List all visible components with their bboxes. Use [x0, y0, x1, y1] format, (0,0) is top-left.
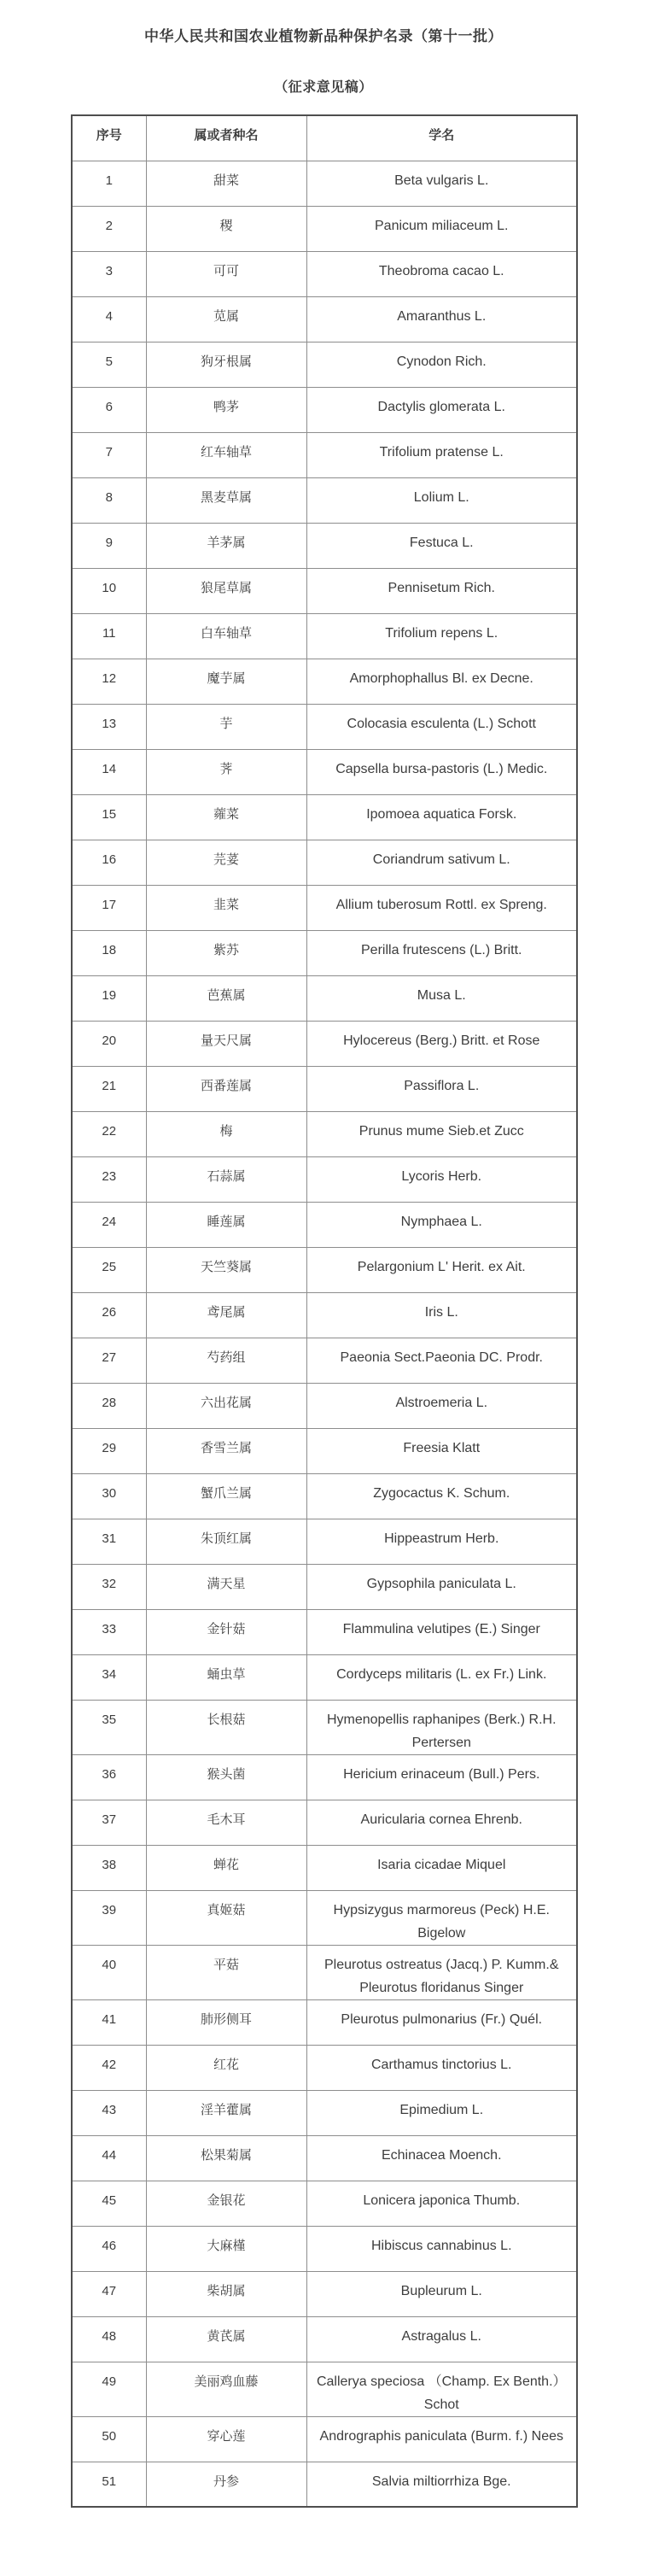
row-number: 37 [72, 1800, 146, 1845]
row-chinese-name: 可可 [146, 251, 306, 296]
row-number: 7 [72, 432, 146, 477]
row-chinese-name: 天竺葵属 [146, 1247, 306, 1292]
table-row [72, 704, 577, 749]
species-table [71, 114, 578, 2508]
row-chinese-name: 松果菊属 [146, 2135, 306, 2181]
table-row [72, 613, 577, 659]
row-number: 41 [72, 1999, 146, 2045]
row-chinese-name: 香雪兰属 [146, 1428, 306, 1473]
row-chinese-name: 梅 [146, 1111, 306, 1156]
row-scientific-name: Allium tuberosum Rottl. ex Spreng. [306, 885, 577, 930]
row-scientific-name: Beta vulgaris L. [306, 161, 577, 206]
row-chinese-name: 柴胡属 [146, 2271, 306, 2316]
row-number: 33 [72, 1609, 146, 1654]
row-chinese-name: 芋 [146, 704, 306, 749]
row-chinese-name: 朱顶红属 [146, 1519, 306, 1564]
table-row [72, 251, 577, 296]
row-number: 11 [72, 613, 146, 659]
row-scientific-name: Hypsizygus marmoreus (Peck) H.E. Bigelow [306, 1890, 577, 1945]
row-chinese-name: 猴头菌 [146, 1754, 306, 1800]
row-number: 43 [72, 2090, 146, 2135]
row-number: 50 [72, 2416, 146, 2462]
row-number: 19 [72, 975, 146, 1021]
row-chinese-name: 荠 [146, 749, 306, 794]
table-row [72, 975, 577, 1021]
row-scientific-name: Pelargonium L' Herit. ex Ait. [306, 1247, 577, 1292]
table-row [72, 1999, 577, 2045]
row-chinese-name: 芭蕉属 [146, 975, 306, 1021]
row-chinese-name: 丹参 [146, 2462, 306, 2507]
row-chinese-name: 肺形侧耳 [146, 1999, 306, 2045]
document-subtitle: （征求意见稿） [274, 80, 373, 95]
table-row [72, 161, 577, 206]
row-number: 26 [72, 1292, 146, 1338]
row-chinese-name: 芫荽 [146, 840, 306, 885]
row-chinese-name: 苋属 [146, 296, 306, 342]
row-number: 13 [72, 704, 146, 749]
row-scientific-name: Carthamus tinctorius L. [306, 2045, 577, 2090]
row-number: 29 [72, 1428, 146, 1473]
row-chinese-name: 美丽鸡血藤 [146, 2362, 306, 2416]
row-number: 49 [72, 2362, 146, 2416]
row-chinese-name: 蕹菜 [146, 794, 306, 840]
row-chinese-name: 鸭茅 [146, 387, 306, 432]
table-row [72, 1428, 577, 1473]
row-chinese-name: 金针菇 [146, 1609, 306, 1654]
row-number: 27 [72, 1338, 146, 1383]
row-chinese-name: 黄芪属 [146, 2316, 306, 2362]
row-number: 28 [72, 1383, 146, 1428]
row-number: 36 [72, 1754, 146, 1800]
row-chinese-name: 稷 [146, 206, 306, 251]
table-row [72, 1066, 577, 1111]
table-row [72, 206, 577, 251]
row-chinese-name: 真姬菇 [146, 1890, 306, 1945]
row-scientific-name: Echinacea Moench. [306, 2135, 577, 2181]
row-number: 35 [72, 1700, 146, 1754]
row-chinese-name: 蟹爪兰属 [146, 1473, 306, 1519]
row-scientific-name: Pleurotus ostreatus (Jacq.) P. Kumm.& Pleurotus floridanus Singer [306, 1945, 577, 1999]
row-number: 31 [72, 1519, 146, 1564]
row-scientific-name: Iris L. [306, 1292, 577, 1338]
row-scientific-name: Gypsophila paniculata L. [306, 1564, 577, 1609]
row-scientific-name: Amorphophallus Bl. ex Decne. [306, 659, 577, 704]
row-scientific-name: Freesia Klatt [306, 1428, 577, 1473]
row-scientific-name: Callerya speciosa （Champ. Ex Benth.）Schot [306, 2362, 577, 2416]
row-number: 8 [72, 477, 146, 523]
row-scientific-name: Salvia miltiorrhiza Bge. [306, 2462, 577, 2507]
row-scientific-name: Hibiscus cannabinus L. [306, 2226, 577, 2271]
row-chinese-name: 石蒜属 [146, 1156, 306, 1202]
row-scientific-name: Alstroemeria L. [306, 1383, 577, 1428]
table-row [72, 296, 577, 342]
table-row [72, 1021, 577, 1066]
table-row [72, 1473, 577, 1519]
row-scientific-name: Lonicera japonica Thumb. [306, 2181, 577, 2226]
row-number: 24 [72, 1202, 146, 1247]
table-row [72, 1945, 577, 1999]
row-scientific-name: Colocasia esculenta (L.) Schott [306, 704, 577, 749]
table-row [72, 2316, 577, 2362]
row-scientific-name: Pennisetum Rich. [306, 568, 577, 613]
row-scientific-name: Auricularia cornea Ehrenb. [306, 1800, 577, 1845]
table-row [72, 2090, 577, 2135]
table-row [72, 342, 577, 387]
row-scientific-name: Prunus mume Sieb.et Zucc [306, 1111, 577, 1156]
row-number: 46 [72, 2226, 146, 2271]
table-body [72, 161, 577, 2507]
table-row [72, 794, 577, 840]
row-number: 23 [72, 1156, 146, 1202]
row-scientific-name: Cynodon Rich. [306, 342, 577, 387]
table-row [72, 1564, 577, 1609]
row-number: 9 [72, 523, 146, 568]
table-row [72, 1609, 577, 1654]
row-chinese-name: 韭菜 [146, 885, 306, 930]
row-scientific-name: Isaria cicadae Miquel [306, 1845, 577, 1890]
row-number: 51 [72, 2462, 146, 2507]
row-chinese-name: 红车轴草 [146, 432, 306, 477]
row-number: 21 [72, 1066, 146, 1111]
row-number: 5 [72, 342, 146, 387]
table-row [72, 2181, 577, 2226]
table-row [72, 523, 577, 568]
row-number: 1 [72, 161, 146, 206]
row-chinese-name: 芍药组 [146, 1338, 306, 1383]
row-chinese-name: 羊茅属 [146, 523, 306, 568]
row-scientific-name: Zygocactus K. Schum. [306, 1473, 577, 1519]
row-number: 44 [72, 2135, 146, 2181]
table-row [72, 1700, 577, 1754]
table-row [72, 930, 577, 975]
table-row [72, 1111, 577, 1156]
row-scientific-name: Paeonia Sect.Paeonia DC. Prodr. [306, 1338, 577, 1383]
row-number: 48 [72, 2316, 146, 2362]
table-row [72, 2045, 577, 2090]
row-number: 10 [72, 568, 146, 613]
table-row [72, 568, 577, 613]
row-chinese-name: 淫羊藿属 [146, 2090, 306, 2135]
column-header-genus-or-species-name: 属或者种名 [146, 115, 306, 161]
row-scientific-name: Ipomoea aquatica Forsk. [306, 794, 577, 840]
row-chinese-name: 黑麦草属 [146, 477, 306, 523]
row-number: 47 [72, 2271, 146, 2316]
row-scientific-name: Cordyceps militaris (L. ex Fr.) Link. [306, 1654, 577, 1700]
row-chinese-name: 满天星 [146, 1564, 306, 1609]
row-number: 39 [72, 1890, 146, 1945]
row-number: 15 [72, 794, 146, 840]
table-row [72, 1890, 577, 1945]
table-row [72, 1654, 577, 1700]
table-row [72, 1519, 577, 1564]
row-chinese-name: 白车轴草 [146, 613, 306, 659]
table-row [72, 2416, 577, 2462]
row-number: 17 [72, 885, 146, 930]
table-row [72, 2462, 577, 2507]
row-number: 22 [72, 1111, 146, 1156]
table-row [72, 1202, 577, 1247]
row-chinese-name: 狼尾草属 [146, 568, 306, 613]
row-scientific-name: Flammulina velutipes (E.) Singer [306, 1609, 577, 1654]
row-scientific-name: Nymphaea L. [306, 1202, 577, 1247]
row-scientific-name: Festuca L. [306, 523, 577, 568]
row-chinese-name: 平菇 [146, 1945, 306, 1999]
table-header [72, 115, 577, 161]
row-number: 4 [72, 296, 146, 342]
table-row [72, 885, 577, 930]
row-scientific-name: Passiflora L. [306, 1066, 577, 1111]
row-scientific-name: Hericium erinaceum (Bull.) Pers. [306, 1754, 577, 1800]
row-chinese-name: 蝉花 [146, 1845, 306, 1890]
row-scientific-name: Theobroma cacao L. [306, 251, 577, 296]
row-chinese-name: 甜菜 [146, 161, 306, 206]
row-number: 34 [72, 1654, 146, 1700]
table-row [72, 1338, 577, 1383]
row-scientific-name: Hippeastrum Herb. [306, 1519, 577, 1564]
row-chinese-name: 睡莲属 [146, 1202, 306, 1247]
table-row [72, 659, 577, 704]
row-scientific-name: Trifolium pratense L. [306, 432, 577, 477]
table-row [72, 477, 577, 523]
row-scientific-name: Hylocereus (Berg.) Britt. et Rose [306, 1021, 577, 1066]
row-number: 6 [72, 387, 146, 432]
row-chinese-name: 长根菇 [146, 1700, 306, 1754]
table-row [72, 387, 577, 432]
row-chinese-name: 蛹虫草 [146, 1654, 306, 1700]
table-row [72, 1292, 577, 1338]
row-scientific-name: Pleurotus pulmonarius (Fr.) Quél. [306, 1999, 577, 2045]
row-number: 25 [72, 1247, 146, 1292]
row-chinese-name: 毛木耳 [146, 1800, 306, 1845]
row-chinese-name: 西番莲属 [146, 1066, 306, 1111]
row-chinese-name: 紫苏 [146, 930, 306, 975]
row-number: 30 [72, 1473, 146, 1519]
table-row [72, 1800, 577, 1845]
row-number: 14 [72, 749, 146, 794]
table-row [72, 2271, 577, 2316]
row-scientific-name: Panicum miliaceum L. [306, 206, 577, 251]
table-header-row [72, 115, 577, 161]
row-number: 38 [72, 1845, 146, 1890]
table-row [72, 2135, 577, 2181]
row-scientific-name: Hymenopellis raphanipes (Berk.) R.H. Pertersen [306, 1700, 577, 1754]
row-chinese-name: 魔芋属 [146, 659, 306, 704]
row-number: 20 [72, 1021, 146, 1066]
row-number: 32 [72, 1564, 146, 1609]
row-number: 40 [72, 1945, 146, 1999]
row-scientific-name: Trifolium repens L. [306, 613, 577, 659]
document-title: 中华人民共和国农业植物新品种保护名录（第十一批） [144, 28, 503, 44]
row-chinese-name: 鸢尾属 [146, 1292, 306, 1338]
row-scientific-name: Lolium L. [306, 477, 577, 523]
row-scientific-name: Andrographis paniculata (Burm. f.) Nees [306, 2416, 577, 2462]
row-number: 12 [72, 659, 146, 704]
row-number: 3 [72, 251, 146, 296]
row-chinese-name: 红花 [146, 2045, 306, 2090]
row-chinese-name: 穿心莲 [146, 2416, 306, 2462]
row-chinese-name: 量天尺属 [146, 1021, 306, 1066]
table-row [72, 840, 577, 885]
row-chinese-name: 大麻槿 [146, 2226, 306, 2271]
row-scientific-name: Astragalus L. [306, 2316, 577, 2362]
row-number: 2 [72, 206, 146, 251]
row-scientific-name: Perilla frutescens (L.) Britt. [306, 930, 577, 975]
row-scientific-name: Musa L. [306, 975, 577, 1021]
row-scientific-name: Lycoris Herb. [306, 1156, 577, 1202]
row-number: 16 [72, 840, 146, 885]
column-header-scientific-name: 学名 [306, 115, 577, 161]
table-row [72, 1845, 577, 1890]
row-scientific-name: Bupleurum L. [306, 2271, 577, 2316]
table-row [72, 1383, 577, 1428]
row-scientific-name: Epimedium L. [306, 2090, 577, 2135]
row-scientific-name: Dactylis glomerata L. [306, 387, 577, 432]
row-number: 42 [72, 2045, 146, 2090]
table-row [72, 1754, 577, 1800]
row-scientific-name: Amaranthus L. [306, 296, 577, 342]
table-row [72, 2362, 577, 2416]
row-chinese-name: 狗牙根属 [146, 342, 306, 387]
table-row [72, 1156, 577, 1202]
table-row [72, 749, 577, 794]
column-header-number: 序号 [72, 115, 146, 161]
table-row [72, 1247, 577, 1292]
table-row [72, 2226, 577, 2271]
row-chinese-name: 金银花 [146, 2181, 306, 2226]
row-scientific-name: Coriandrum sativum L. [306, 840, 577, 885]
table-row [72, 432, 577, 477]
row-number: 18 [72, 930, 146, 975]
row-chinese-name: 六出花属 [146, 1383, 306, 1428]
row-scientific-name: Capsella bursa-pastoris (L.) Medic. [306, 749, 577, 794]
row-number: 45 [72, 2181, 146, 2226]
